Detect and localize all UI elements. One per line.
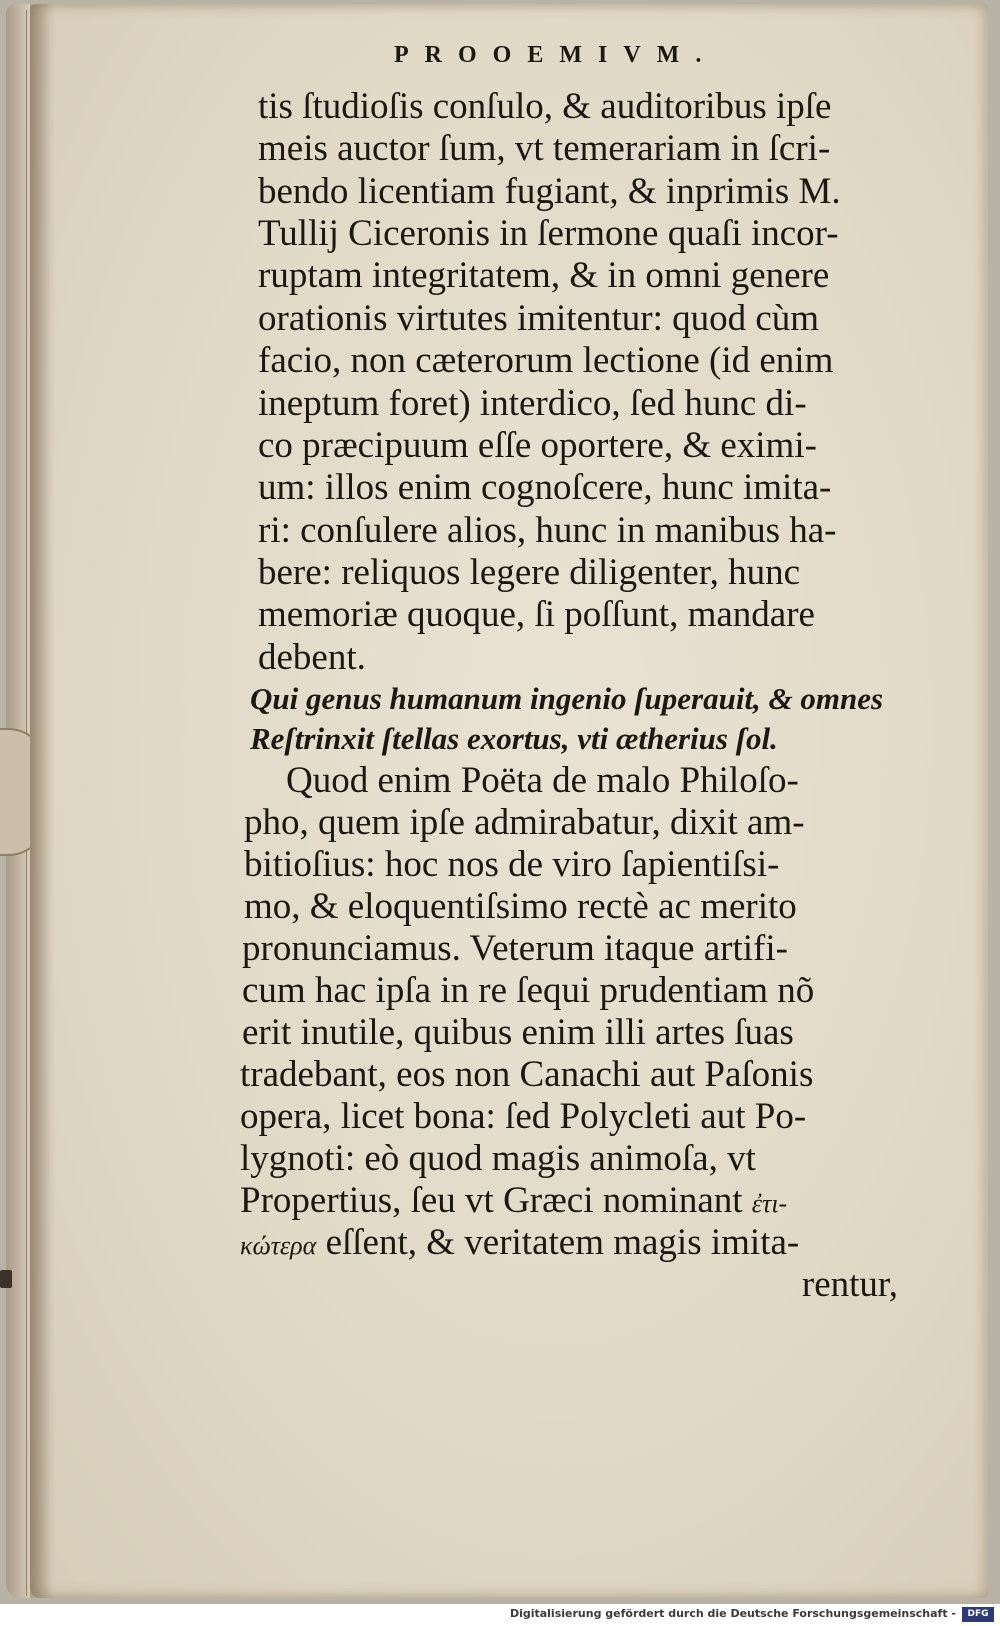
catchword: rentur,	[801, 1264, 898, 1305]
body-line: bere: reliquos legere diligenter, hunc	[258, 552, 800, 593]
body-line: facio, non cæterorum lectione (id enim	[258, 340, 834, 381]
dfg-logo: DFG	[962, 1607, 994, 1622]
gutter-shadow	[30, 4, 54, 1598]
body-line: opera, licet bona: ſed Polycleti aut Po-	[240, 1096, 807, 1137]
body-line-text: eſſent, & veritatem magis imita-	[316, 1222, 800, 1263]
body-line: meis auctor ſum, vt temerariam in ſcri-	[258, 128, 831, 169]
greek-word: κώτερα	[240, 1231, 317, 1260]
body-line: tis ſtudioſis conſulo, & auditoribus ipſe	[258, 86, 832, 127]
body-line	[240, 1222, 799, 1267]
footer-bar	[0, 1604, 1000, 1626]
body-line: orationis virtutes imitentur: quod cùm	[258, 298, 820, 339]
body-line: debent.	[258, 637, 366, 678]
verse-line: Qui genus humanum ingenio ſuperauit, & omnes	[250, 681, 884, 716]
body-line	[240, 1180, 787, 1225]
body-line: co præcipuum eſſe oportere, & eximi-	[258, 425, 817, 466]
body-line: tradebant, eos non Canachi aut Paſonis	[240, 1054, 814, 1095]
body-line-text: Propertius, ſeu vt Græci nominant	[240, 1180, 743, 1221]
body-line: Quod enim Poëta de malo Philoſo-	[286, 760, 799, 801]
verse-line: Reſtrinxit ſtellas exortus, vti ætherius ſol.	[250, 721, 778, 756]
body-line: mo, & eloquentiſsimo rectè ac merito	[244, 886, 797, 927]
greek-word: ἐτι-	[751, 1189, 788, 1218]
body-line: ruptam integritatem, & in omni genere	[258, 255, 830, 296]
body-line: erit inutile, quibus enim illi artes ſuas	[242, 1012, 794, 1053]
running-head: PROOEMIVM.	[394, 42, 718, 68]
body-line: Tullij Ciceronis in ſermone quaſi incor-	[258, 213, 839, 254]
body-line: pho, quem ipſe admirabatur, dixit am-	[244, 802, 805, 843]
body-line: ri: conſulere alios, hunc in manibus ha-	[258, 510, 837, 551]
body-line: bitioſius: hoc nos de viro ſapientiſsi-	[244, 844, 780, 885]
body-line: cum hac ipſa in re ſequi prudentiam nõ	[242, 970, 815, 1011]
funding-credit: Digitalisierung gefördert durch die Deutsche Forschungsgemeinschaft -	[509, 1607, 956, 1620]
body-line: bendo licentiam fugiant, & inprimis M.	[258, 171, 841, 212]
body-line: ineptum foret) interdico, ſed hunc di-	[258, 383, 807, 424]
binding-mark	[0, 1270, 12, 1288]
body-line: um: illos enim cognoſcere, hunc imita-	[258, 467, 832, 508]
body-line: pronunciamus. Veterum itaque artifi-	[242, 928, 788, 969]
body-line: memoriæ quoque, ſi poſſunt, mandare	[258, 594, 815, 635]
body-line: lygnoti: eò quod magis animoſa, vt	[240, 1138, 756, 1179]
